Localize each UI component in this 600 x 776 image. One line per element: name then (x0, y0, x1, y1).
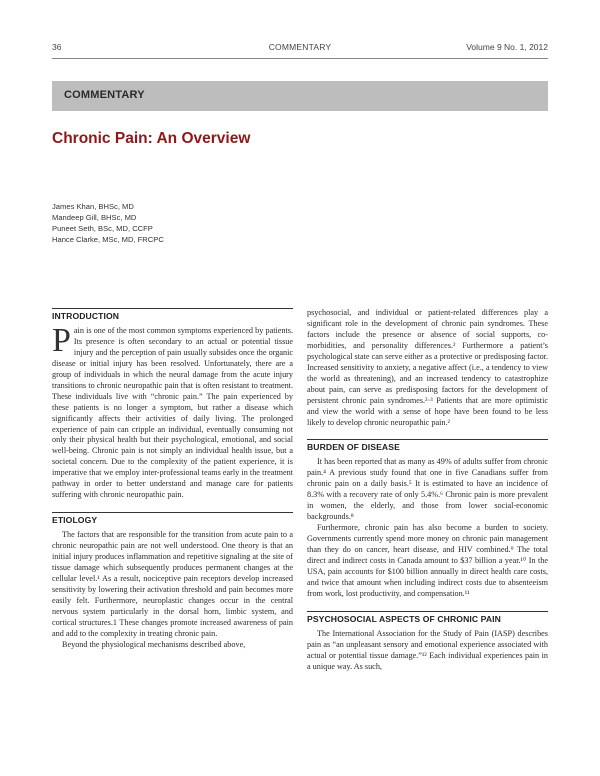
header-divider (52, 58, 548, 59)
drop-cap: P (52, 321, 71, 359)
burden-paragraph-1: It has been reported that as many as 49% of adults suffer from chronic pain.⁴ A previous study found that one in five Canadians suffer from chronic pain on a daily basis.⁵ It is estimated to have an incidence of 8.3% with a recovery rate of only 5.4%.⁶ Chronic pain is more prevalent in women, the elderly, and those from lower social-economic backgrounds.⁸ (307, 457, 548, 522)
section-heading-burden: BURDEN OF DISEASE (307, 439, 548, 453)
section-banner (52, 81, 548, 111)
journal-volume: Volume 9 No. 1, 2012 (466, 42, 548, 52)
right-column (307, 308, 548, 673)
etiology-paragraph-1: The factors that are responsible for the transition from acute pain to a chronic neuropathic pain are not well understood. One theory is that an initial injury produces inflammation and repetitive signaling at the site of tissue damage which subsequently produces permanent changes at the cellular level.¹ As a result, nociceptive pain receptors develop increased sensitivity by lowering their activation threshold and pain becomes more easily felt. Furthermore, neuroplastic changes occur in the central nervous system particularly in the dorsal horn, limbic system, and cortical structures.1 These changes promote increased awareness of pain and add to the complexity in treating chronic pain. (52, 530, 293, 638)
author: Mandeep Gill, BHSc, MD (52, 213, 137, 222)
page-number: 36 (52, 42, 62, 52)
banner-label: COMMENTARY (64, 89, 145, 101)
section-heading-introduction: INTRODUCTION (52, 308, 293, 322)
burden-paragraph-2: Furthermore, chronic pain has also become a burden to society. Governments currently spend more money on chronic pain management than they do on cancer, heart disease, and HIV combined.⁹ The total direct and indirect costs in Canada amount to $37 billion a year.¹⁰ In the USA, pain accounts for $100 billion annually in direct health care costs, and twice that amount when including indirect costs due to absenteeism from work, lost productivity, and compensation.¹¹ (307, 523, 548, 598)
article-title: Chronic Pain: An Overview (52, 130, 251, 147)
author: Puneet Seth, BSc, MD, CCFP (52, 224, 153, 233)
etiology-paragraph-3: psychosocial, and individual or patient-related differences play a significant role in the development of chronic pain syndromes. These factors include the presence or absence of social supports, co-morbidities, and personality differences.² Furthermore a patient’s psychological state can serve either as a protective or predisposing factor. Increased sensitivity to anxiety, a negative affect (i.e., a tendency to view the world as threatening), and an increased tendency to catastrophize about pain, can serve as predisposing factors for the development of persistent chronic pain syndromes.²·³ Patients that are more optimistic and view the world with a sense of hope have been found to be less likely to develop chronic neuropathic pain.² (307, 308, 548, 427)
etiology-paragraph-2: Beyond the physiological mechanisms described above, (62, 639, 246, 649)
psychosocial-paragraph-1: The International Association for the Study of Pain (IASP) describes pain as “an unpleasant sensory and emotional experience associated with actual or potential tissue damage.”¹² Each individual experiences pain in a unique way. As such, (307, 628, 548, 671)
author: Hance Clarke, MSc, MD, FRCPC (52, 235, 164, 244)
introduction-text: ain is one of the most common symptoms experienced by patients. Its presence is often secondary to an actual or potential tissue injury and the perception of pain usually subsides once the organic disease or initial injury has been resolved. Unfortunately, there are a group of individuals in which the neural damage from the acute injury transitions to chronic neuropathic pain that is often resistant to treatment. These individuals live with “chronic pain.” The pain experienced by these patients is no longer a symptom, but rather a disease which significantly affects their activities of daily living. The prolonged experience of pain can cripple an individual, eventually consuming not only their physical health but their psychological, emotional, and social well-being. Chronic pain is not simply an individual health issue, but a societal concern. Due to the complexity of the patient experience, it is imperative that we employ inter-professional teams early in the treatment pathway in order to better understand and manage care for patients suffering with chronic neuropathic pain. (52, 325, 293, 500)
left-column (52, 308, 293, 651)
author-list (52, 201, 164, 245)
author: James Khan, BHSc, MD (52, 202, 134, 211)
running-header (52, 42, 548, 56)
section-heading-psychosocial: PSYCHOSOCIAL ASPECTS OF CHRONIC PAIN (307, 611, 548, 625)
section-heading-etiology: ETIOLOGY (52, 512, 293, 526)
introduction-paragraph (52, 321, 293, 501)
running-section-title: COMMENTARY (268, 42, 332, 52)
